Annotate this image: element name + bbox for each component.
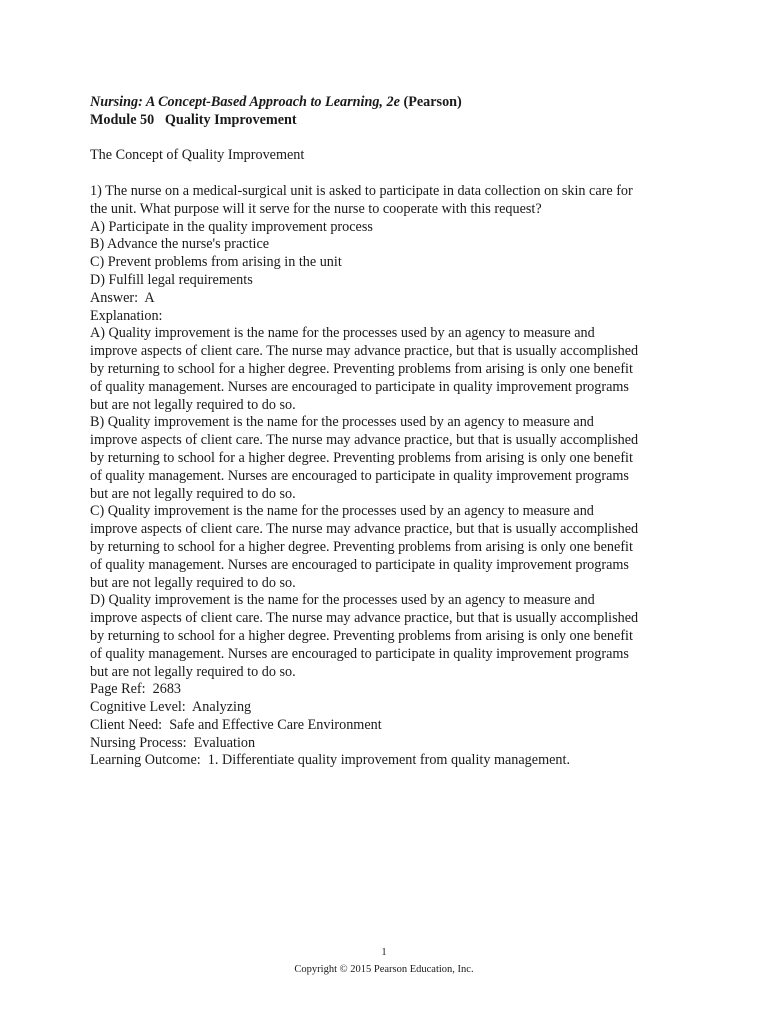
explanation-line: of quality management. Nurses are encouraged to participate in quality improvement programs	[90, 467, 629, 484]
explanation-line: of quality management. Nurses are encouraged to participate in quality improvement programs	[90, 645, 629, 662]
copyright: Copyright © 2015 Pearson Education, Inc.	[294, 964, 474, 975]
answer: Answer: A	[90, 289, 155, 306]
explanation-line: by returning to school for a higher degree. Preventing problems from arising is only one benefit	[90, 627, 633, 644]
explanation-line: D) Quality improvement is the name for the processes used by an agency to measure and	[90, 592, 595, 609]
explanation-line: but are not legally required to do so.	[90, 663, 296, 680]
question-line: 1) The nurse on a medical-surgical unit is asked to participate in data collection on skin care for	[90, 182, 633, 199]
answer-options	[90, 219, 690, 290]
book-title: Nursing: A Concept-Based Approach to Learning, 2e	[90, 94, 400, 110]
spacer	[90, 130, 690, 148]
publisher: (Pearson)	[403, 94, 462, 110]
explanation-line: improve aspects of client care. The nurse may advance practice, but that is usually accomplished	[90, 610, 639, 627]
spacer	[90, 165, 690, 183]
page-number: 1	[381, 947, 387, 958]
explanation-c	[90, 503, 690, 592]
cognitive-level: Cognitive Level: Analyzing	[90, 699, 252, 716]
option-a: A) Participate in the quality improvement process	[90, 218, 373, 235]
question-stem	[90, 183, 690, 219]
explanation-line: of quality management. Nurses are encouraged to participate in quality improvement programs	[90, 378, 629, 395]
learning-outcome: Learning Outcome: 1. Differentiate quality improvement from quality management.	[90, 752, 570, 769]
option-c: C) Prevent problems from arising in the unit	[90, 254, 342, 271]
explanation-line: but are not legally required to do so.	[90, 574, 296, 591]
explanation-b	[90, 414, 690, 503]
document-page	[90, 94, 690, 770]
question-line: the unit. What purpose will it serve for the nurse to cooperate with this request?	[90, 200, 542, 217]
explanation-line: improve aspects of client care. The nurse may advance practice, but that is usually accomplished	[90, 343, 639, 360]
section-title: The Concept of Quality Improvement	[90, 147, 305, 164]
option-d: D) Fulfill legal requirements	[90, 271, 253, 288]
page-ref: Page Ref: 2683	[90, 681, 182, 698]
explanation-line: of quality management. Nurses are encouraged to participate in quality improvement programs	[90, 556, 629, 573]
book-header	[90, 94, 690, 112]
explanation-line: A) Quality improvement is the name for the processes used by an agency to measure and	[90, 325, 595, 342]
explanation-line: B) Quality improvement is the name for the processes used by an agency to measure and	[90, 414, 594, 431]
nursing-process: Nursing Process: Evaluation	[90, 734, 256, 751]
explanation-a	[90, 325, 690, 414]
explanation-line: but are not legally required to do so.	[90, 396, 296, 413]
module-title: Module 50 Quality Improvement	[90, 111, 297, 128]
client-need: Client Need: Safe and Effective Care Environment	[90, 716, 382, 733]
explanation-line: C) Quality improvement is the name for the processes used by an agency to measure and	[90, 503, 594, 520]
explanation-line: by returning to school for a higher degree. Preventing problems from arising is only one benefit	[90, 360, 633, 377]
explanation-line: improve aspects of client care. The nurse may advance practice, but that is usually accomplished	[90, 521, 639, 538]
option-b: B) Advance the nurse's practice	[90, 236, 270, 253]
explanation-line: improve aspects of client care. The nurse may advance practice, but that is usually accomplished	[90, 432, 639, 449]
explanation-d	[90, 592, 690, 681]
explanation-line: by returning to school for a higher degree. Preventing problems from arising is only one benefit	[90, 449, 633, 466]
explanation-line: by returning to school for a higher degree. Preventing problems from arising is only one benefit	[90, 538, 633, 555]
explanation-line: but are not legally required to do so.	[90, 485, 296, 502]
question-metadata	[90, 681, 690, 770]
explanation-label: Explanation:	[90, 307, 163, 324]
